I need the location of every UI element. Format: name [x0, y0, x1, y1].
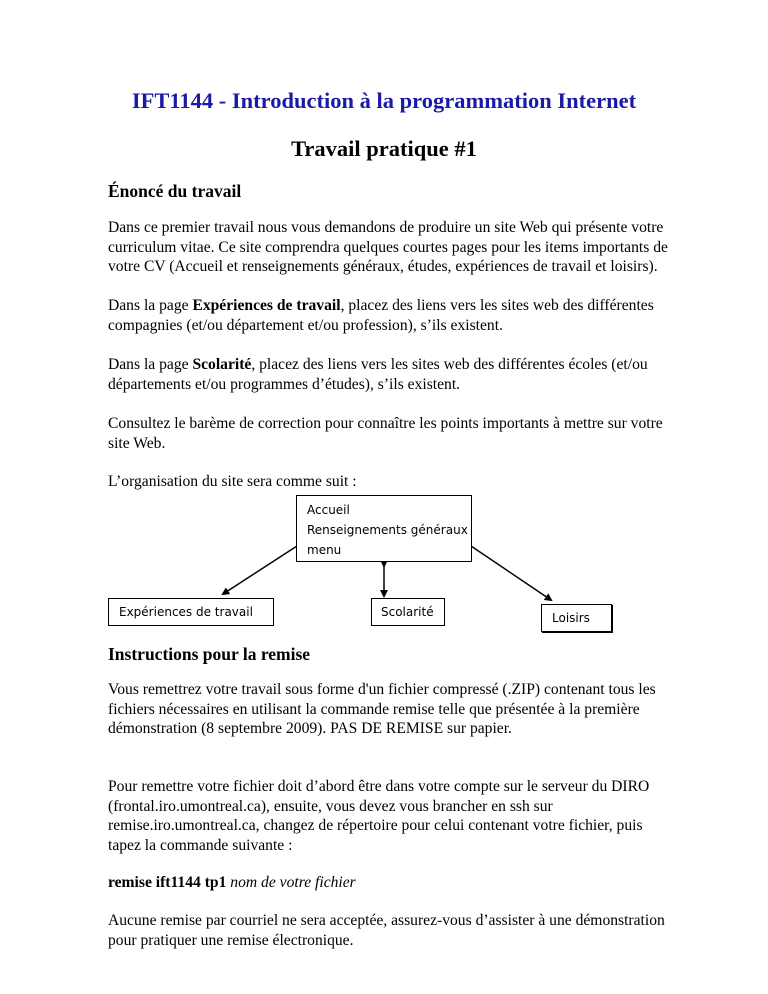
remise-paragraph-3: Aucune remise par courriel ne sera acceptée, assurez-vous d’assister à une démonstration pour pratiquer une remise électronique. [108, 912, 665, 949]
enonce-paragraph-4: Consultez le barème de correction pour connaître les points importants à mettre sur votre site Web. [108, 415, 663, 452]
remise-paragraph-1: Vous remettrez votre travail sous forme d'un fichier compressé (.ZIP) contenant tous les fichiers nécessaires en utilisant la commande remise telle que présentée à la première démonstration (8 septembre 2009). PAS DE REMISE sur papier. [108, 681, 656, 737]
document-subtitle: Travail pratique #1 [291, 136, 477, 161]
arrow-left [223, 546, 297, 594]
enonce-paragraph-3: Dans la page Scolarité, placez des liens vers les sites web des différentes écoles (et/ou départements et/ou programmes d’études), s’ils existent. [108, 356, 648, 393]
bold-term-experiences: Expériences de travail [192, 297, 341, 314]
enonce-paragraph-5: L’organisation du site sera comme suit : [108, 473, 357, 490]
arrow-right [471, 546, 551, 600]
remise-paragraph-2: Pour remettre votre fichier doit d’abord être dans votre compte sur le serveur du DIRO (frontal.iro.umontreal.ca), ensuite, vous devez vous brancher en ssh sur remise.iro.umontreal.ca, changez de répertoire pour celui contenant votre fichier, puis tapez la commande suivante : [108, 778, 650, 854]
command-text: remise ift1144 tp1 [108, 874, 227, 891]
command-argument: nom de votre fichier [230, 874, 356, 891]
diagram-box-accueil: Accueil Renseignements généraux menu [296, 495, 472, 562]
enonce-paragraph-1: Dans ce premier travail nous vous demandons de produire un site Web qui présente votre curriculum vitae. Ce site comprendra quelques courtes pages pour les items importants de votre CV (Accueil et renseignements généraux, études, expériences de travail et loisirs). [108, 219, 668, 275]
document-title: IFT1144 - Introduction à la programmation Internet [131, 88, 637, 113]
diagram-box-scolarite: Scolarité [371, 598, 445, 626]
diagram-box-experiences: Expériences de travail [108, 598, 274, 626]
section-heading-enonce: Énoncé du travail [108, 181, 242, 201]
enonce-paragraph-2: Dans la page Expériences de travail, placez des liens vers les sites web des différentes compagnies (et/ou département et/ou profession), s’ils existent. [108, 297, 654, 334]
remise-command [108, 873, 668, 893]
diagram-box-loisirs: Loisirs [541, 604, 612, 632]
bold-term-scolarite: Scolarité [192, 356, 252, 373]
section-heading-remise: Instructions pour la remise [108, 644, 311, 664]
